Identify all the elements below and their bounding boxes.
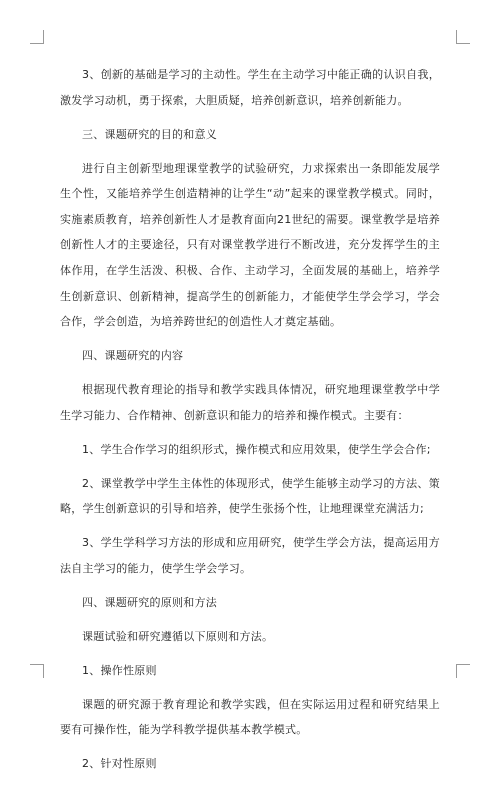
- crop-mark-bottom-right-h: [456, 664, 470, 665]
- crop-mark-top-right-h: [456, 43, 470, 44]
- list-item: 3、学生学科学习方法的形成和应用研究，使学生学会方法，提高运用方法自主学习的能力，使学生学会学习。: [60, 536, 440, 575]
- paragraph: 课题的研究源于教育理论和教学实践，但在实际运用过程和研究结果上要有可操作性，能为学科教学提供基本教学模式。: [60, 697, 440, 737]
- section-heading: 四、课题研究的内容: [82, 349, 184, 363]
- subsection-heading: 2、针对性原则: [82, 757, 157, 771]
- crop-mark-top-right-v: [456, 30, 457, 44]
- section-heading: 三、课题研究的目的和意义: [82, 127, 217, 141]
- subsection-heading: 1、操作性原则: [82, 663, 157, 677]
- list-item: 2、课堂教学中学生主体性的体现形式，使学生能够主动学习的方法、策略，学生创新意识的引导和培养，使学生张扬个性，让地理课堂充满活力;: [60, 476, 440, 516]
- paragraph: 课题试验和研究遵循以下原则和方法。: [82, 629, 274, 643]
- crop-mark-top-left-h: [30, 43, 44, 44]
- document-body: [60, 62, 440, 785]
- section-heading: 四、课题研究的原则和方法: [82, 595, 217, 609]
- paragraph: 根据现代教育理论的指导和教学实践具体情况，研究地理课堂教学中学生学习能力、合作精神、创新意识和能力的培养和操作模式。主要有：: [60, 383, 440, 422]
- paragraph: 3、创新的基础是学习的主动性。学生在主动学习中能正确的认识自我，激发学习动机，勇于探索，大胆质疑，培养创新意识，培养创新能力。: [60, 68, 440, 107]
- crop-mark-bottom-right-v: [456, 664, 457, 678]
- crop-mark-bottom-left-h: [30, 664, 44, 665]
- crop-mark-bottom-left-v: [43, 664, 44, 678]
- list-item: 1、学生合作学习的组织形式，操作模式和应用效果，使学生学会合作;: [82, 442, 431, 456]
- paragraph: 进行自主创新型地理课堂教学的试验研究，力求探索出一条即能发展学生个性，又能培养学生创造精神的让学生“动”起来的课堂教学模式。同时，实施素质教育，培养创新性人才是教育面向21世纪的需要。课堂教学是培养创新性人才的主要途径，只有对课堂教学进行不断改进，充分发挥学生的主体作用，在学生活泼、积极、合作、主动学习，全面发展的基础上，培养学生创新意识、创新精神，提高学生的创新能力，才能使学生学会学习，学会合作，学会创造，为培养跨世纪的创造性人才奠定基础。: [60, 161, 440, 329]
- crop-mark-top-left-v: [43, 30, 44, 44]
